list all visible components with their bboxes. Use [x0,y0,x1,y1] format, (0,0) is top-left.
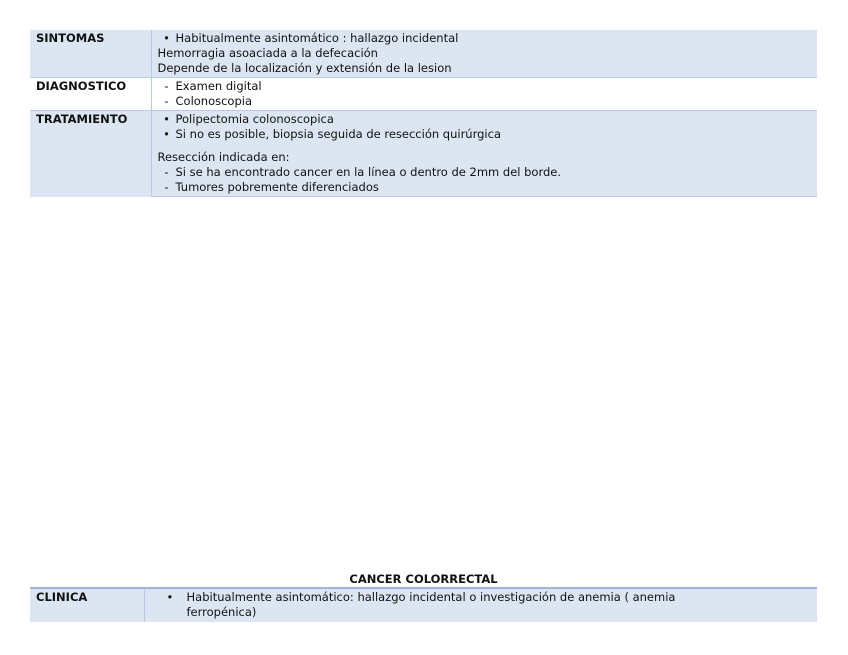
clinical-info-table [30,30,817,197]
row-label: CLINICA [30,588,144,622]
table-row-diagnostico [30,78,817,111]
text-line: Depende de la localización y extensión de la lesion [157,61,452,75]
bullet-item [158,31,818,46]
table-row-clinica [30,588,817,622]
row-content [151,111,817,197]
table-row-sintomas [30,30,817,78]
row-content [151,78,817,111]
dash-text: Si se ha encontrado cancer en la línea o dentro de 2mm del borde. [175,165,562,179]
row-label: TRATAMIENTO [30,111,151,197]
dash-text: Tumores pobremente diferenciados [175,180,379,194]
dash-item [158,79,818,94]
spacer [158,142,818,150]
cancer-colorrectal-table [30,587,817,622]
bullet-text: Si no es posible, biopsia seguida de resección quirúrgica [175,127,501,141]
row-label: DIAGNOSTICO [30,78,151,111]
bullet-item [158,127,818,142]
bullet-item [165,590,747,620]
bullet-text: Polipectomia colonoscopica [175,112,334,126]
table-row-tratamiento [30,111,817,197]
row-label: SINTOMAS [30,30,151,78]
subheading: Resección indicada en: [157,150,290,164]
text-line: Hemorragia asoaciada a la defecación [157,46,378,60]
dash-marker: - [164,180,169,194]
bullet-text: Habitualmente asintomático: hallazgo incidental o investigación de anemia ( anemia ferropénica) [186,590,676,619]
dash-text: Colonoscopia [175,94,253,108]
dash-marker: - [164,165,169,179]
bullet-marker: • [163,127,170,141]
bullet-text: Habitualmente asintomático : hallazgo incidental [175,31,459,45]
bullet-item [158,112,818,127]
dash-text: Examen digital [175,79,262,93]
bullet-marker: • [163,112,170,126]
dash-item [158,180,818,195]
dash-marker: - [164,94,169,108]
dash-marker: - [164,79,169,93]
dash-item [158,165,818,180]
row-content [151,30,817,78]
section-title: CANCER COLORRECTAL [349,572,498,586]
dash-item [158,94,818,109]
bullet-marker: • [166,590,174,604]
bullet-marker: • [163,31,170,45]
row-content [144,588,817,622]
